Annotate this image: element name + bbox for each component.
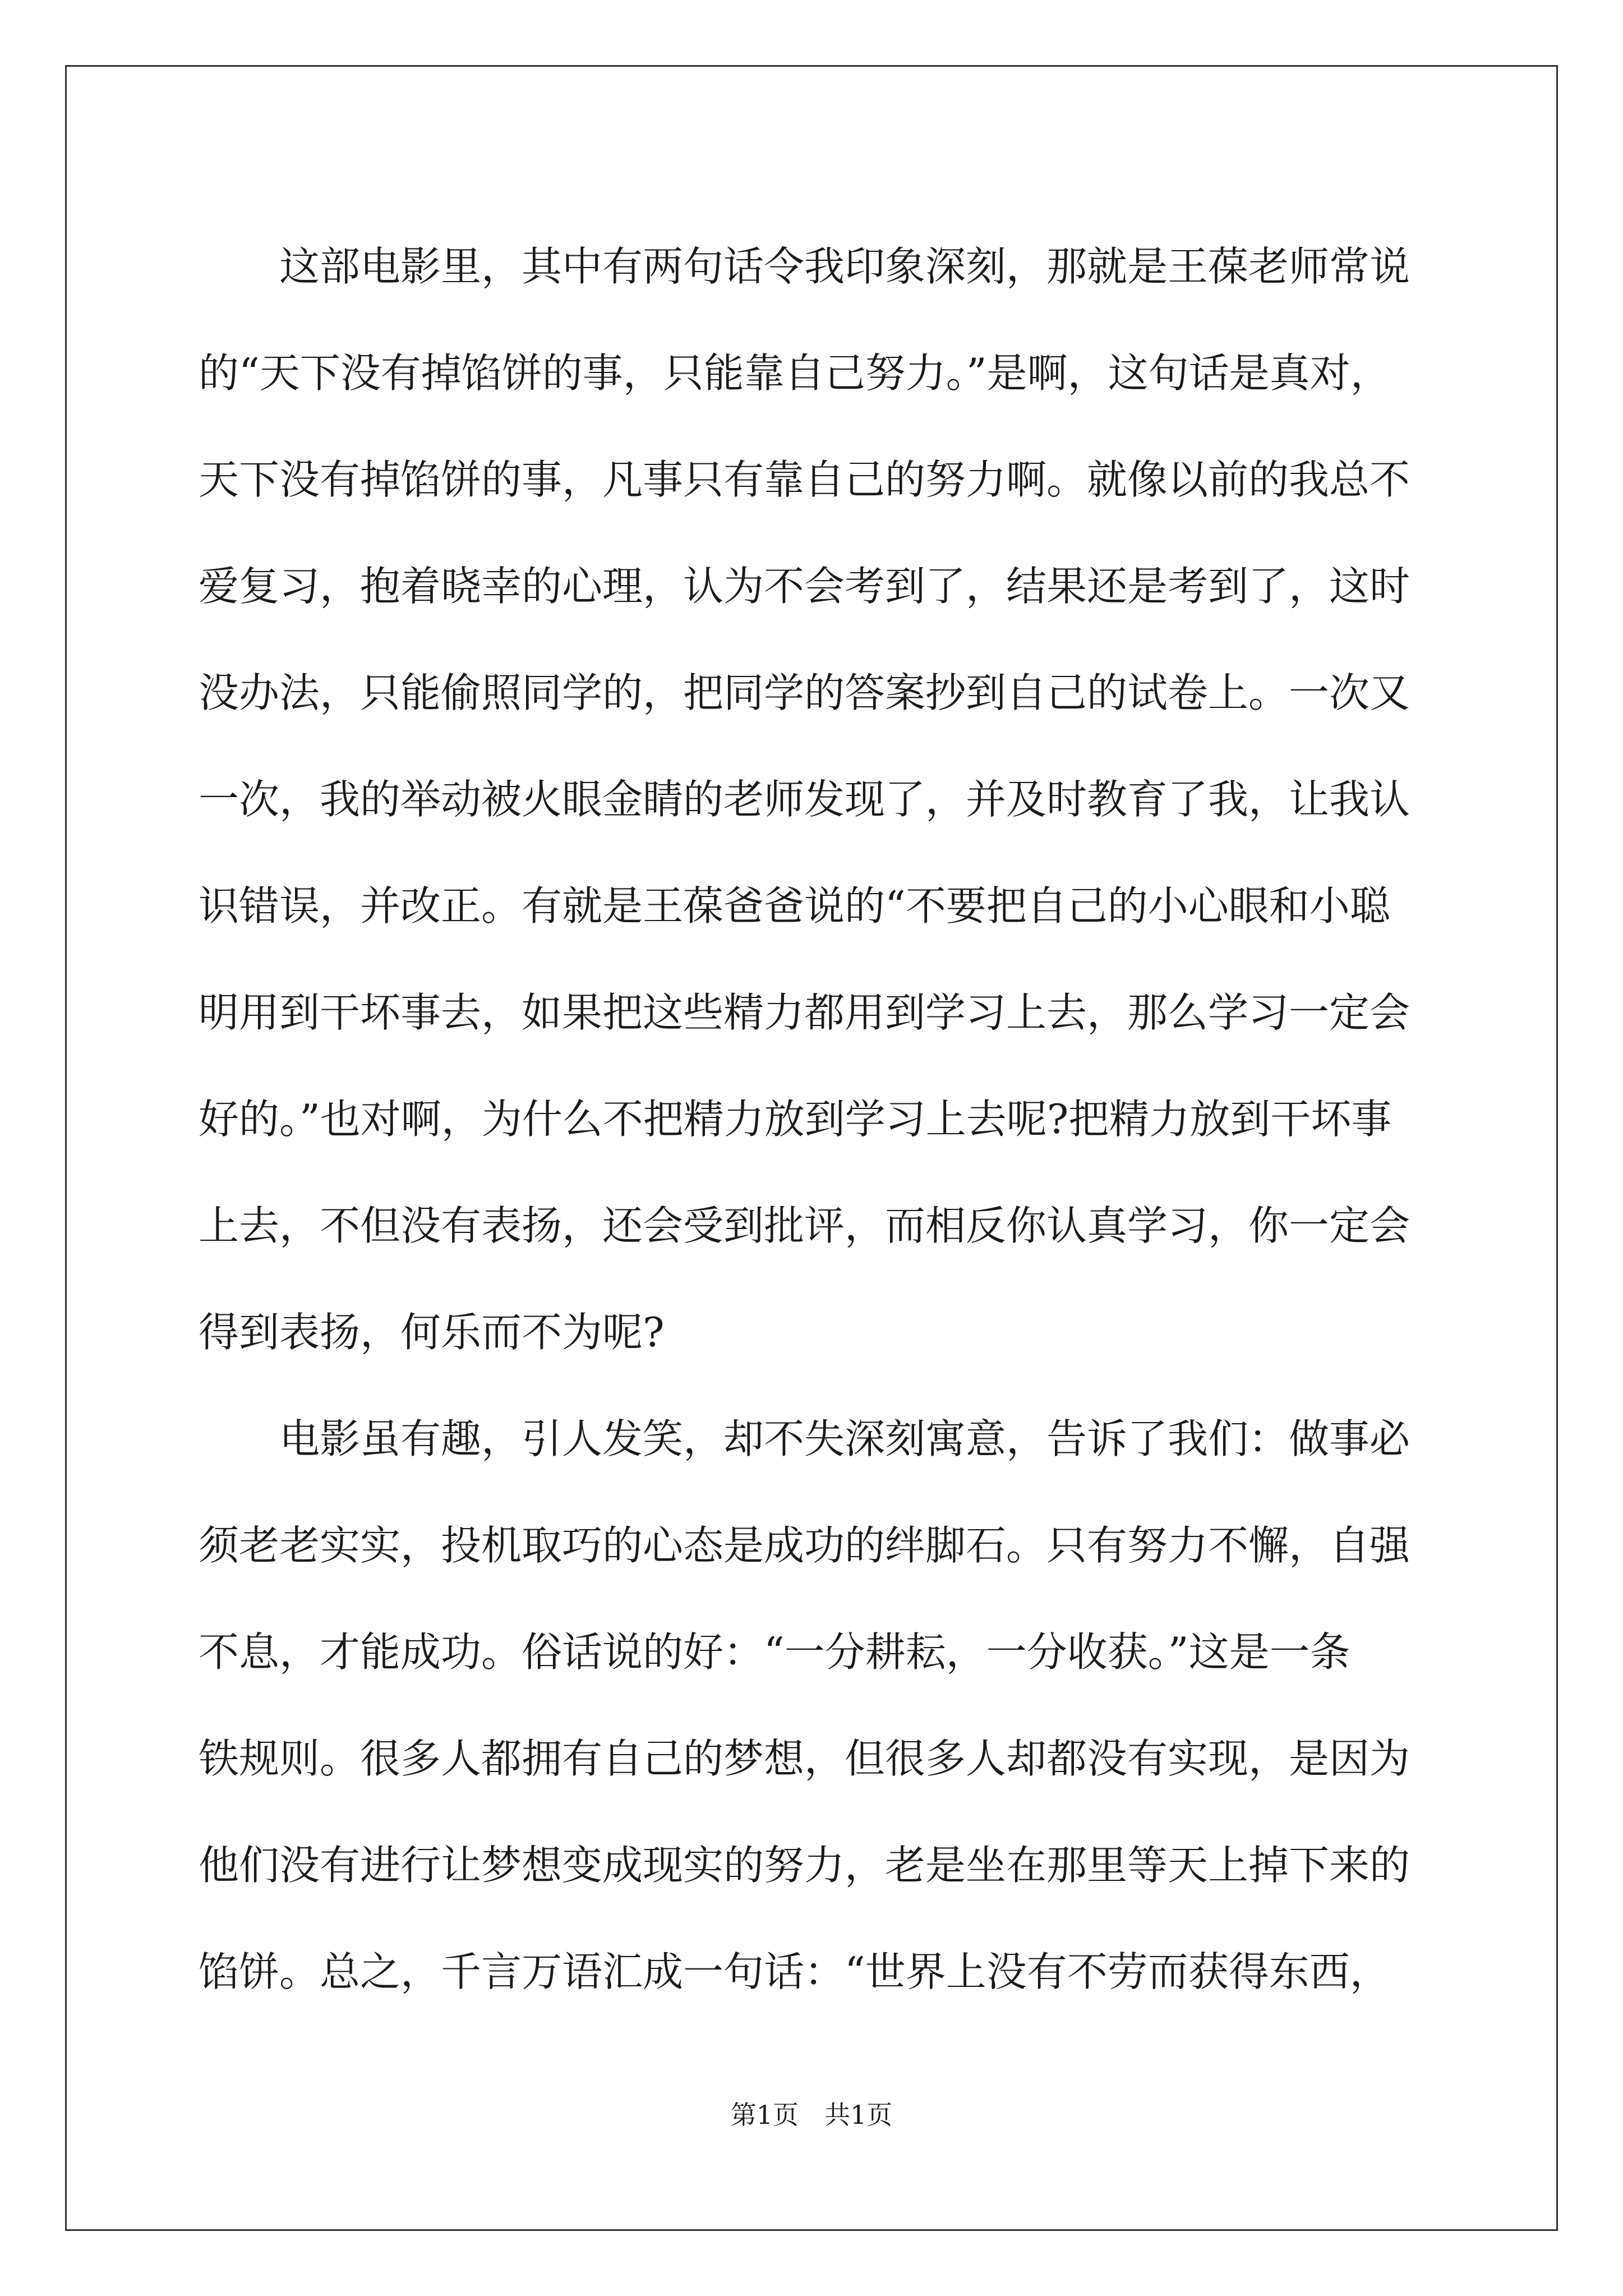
paragraph-2-line-4 — [199, 1705, 1432, 1812]
paragraph-1-line-2 — [199, 320, 1432, 426]
text-line: 他们没有进行让梦想变成现实的努力，老是坐在那里等天上掉下来的 — [199, 1842, 1410, 1889]
text-line: 好的。”也对啊，为什么不把精力放到学习上去呢?把精力放到干坏事 — [199, 1096, 1392, 1143]
page-number-current: 第1页 — [730, 2100, 799, 2130]
text-line: 上去，不但没有表扬，还会受到批评，而相反你认真学习，你一定会 — [199, 1202, 1410, 1249]
text-line: 爱复习，抱着晓幸的心理，认为不会考到了，结果还是考到了，这时 — [199, 563, 1410, 610]
text-line: 电影虽有趣，引人发笑，却不失深刻寓意，告诉了我们：做事必 — [279, 1415, 1410, 1462]
paragraph-1-line-9 — [199, 1066, 1432, 1172]
text-line: 铁规则。很多人都拥有自己的梦想，但很多人却都没有实现，是因为 — [199, 1735, 1410, 1782]
text-line: 不息，才能成功。俗话说的好：“一分耕耘，一分收获。”这是一条 — [199, 1628, 1350, 1676]
paragraph-1-line-6 — [199, 746, 1432, 853]
text-line: 馅饼。总之，千言万语汇成一句话：“世界上没有不劳而获得东西， — [199, 1948, 1390, 1995]
paragraph-1-line-11 — [199, 1279, 1432, 1386]
text-line: 这部电影里，其中有两句话令我印象深刻，那就是王葆老师常说 — [279, 243, 1410, 290]
paragraph-1-line-5 — [199, 639, 1432, 746]
paragraph-2-line-3 — [199, 1599, 1432, 1705]
body-text — [199, 213, 1432, 2025]
page-number-total: 共1页 — [824, 2100, 893, 2130]
paragraph-1-line-4 — [199, 533, 1432, 639]
paragraph-2-line-6 — [199, 1918, 1432, 2025]
paragraph-1-line-1 — [199, 213, 1432, 320]
paragraph-1-line-7 — [199, 853, 1432, 959]
text-line: 明用到干坏事去，如果把这些精力都用到学习上去，那么学习一定会 — [199, 989, 1410, 1036]
text-line: 的“天下没有掉馅饼的事，只能靠自己努力。”是啊，这句话是真对， — [199, 349, 1391, 397]
text-line: 须老老实实，投机取巧的心态是成功的绊脚石。只有努力不懈，自强 — [199, 1522, 1410, 1569]
text-line: 一次，我的举动被火眼金睛的老师发现了，并及时教育了我，让我认 — [199, 776, 1410, 823]
paragraph-1-line-8 — [199, 959, 1432, 1066]
paragraph-2-line-1 — [199, 1386, 1432, 1492]
paragraph-1-line-3 — [199, 426, 1432, 533]
paragraph-1-line-10 — [199, 1172, 1432, 1279]
text-line: 得到表扬，何乐而不为呢? — [199, 1309, 665, 1356]
text-line: 天下没有掉馅饼的事，凡事只有靠自己的努力啊。就像以前的我总不 — [199, 456, 1410, 503]
page-footer — [0, 2098, 1623, 2132]
paragraph-2-line-2 — [199, 1492, 1432, 1599]
paragraph-2-line-5 — [199, 1812, 1432, 1918]
text-line: 识错误，并改正。有就是王葆爸爸说的“不要把自己的小心眼和小聪 — [199, 882, 1390, 930]
text-line: 没办法，只能偷照同学的，把同学的答案抄到自己的试卷上。一次又 — [199, 669, 1410, 716]
